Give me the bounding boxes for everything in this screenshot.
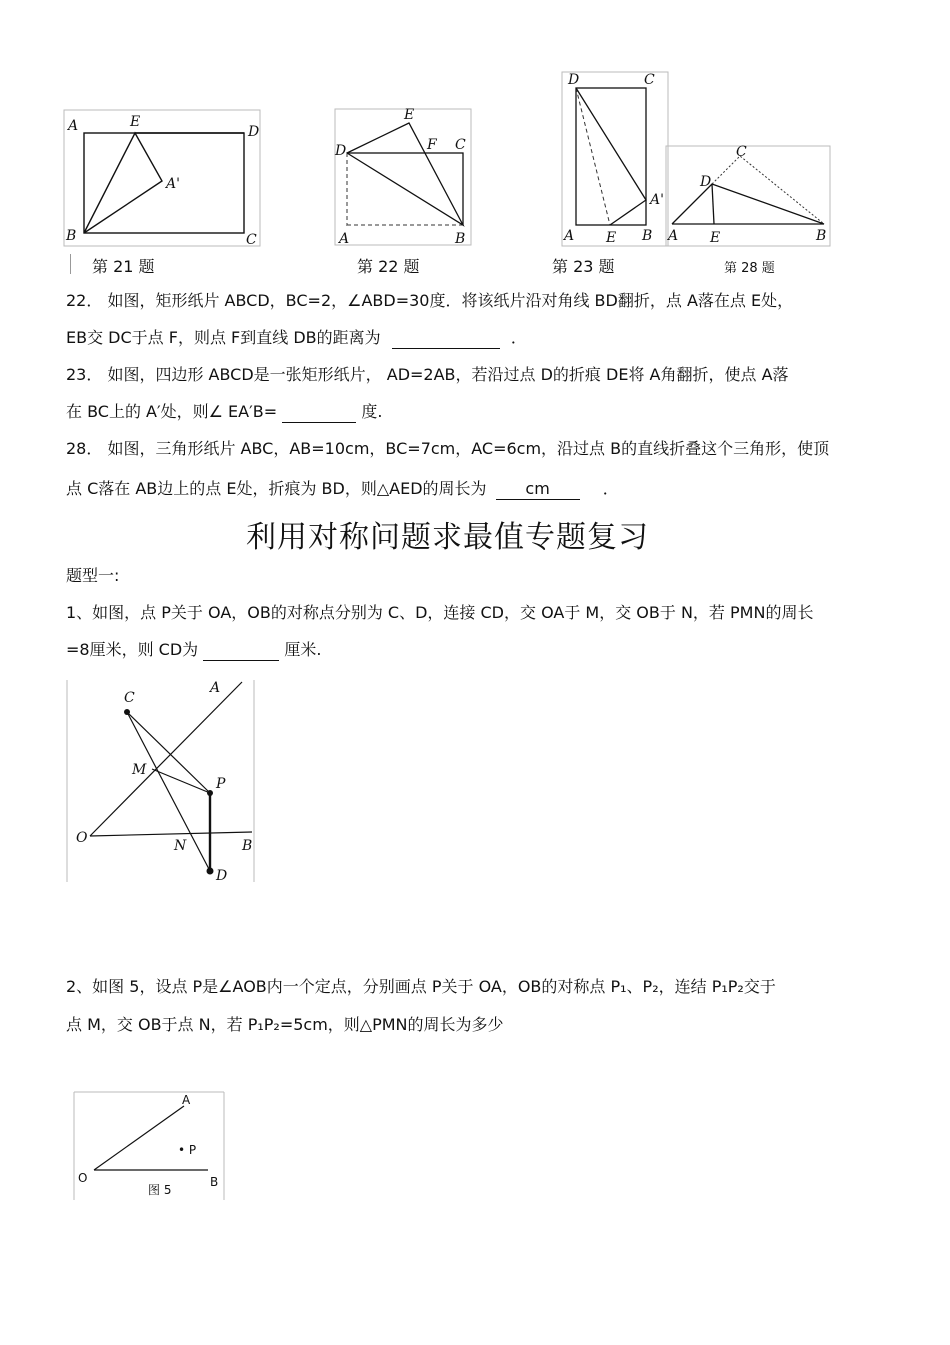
label-a: A <box>68 118 79 134</box>
figure-22 <box>333 105 473 247</box>
label-e: E <box>404 107 415 123</box>
figure-5-caption: 图 5 <box>148 1183 172 1197</box>
label-o: O <box>76 830 88 846</box>
label-b: B <box>242 838 253 854</box>
q22-blank <box>392 328 500 349</box>
label-d: D <box>216 868 228 884</box>
label-p: • P <box>178 1143 197 1157</box>
q2-line1: 2、如图 5，设点 P是∠AOB内一个定点，分别画点 P关于 OA，OB的对称点 P₁、P₂，连结 P₁P₂交于 <box>66 977 776 996</box>
caption-fig23: 第 23 题 <box>552 257 615 276</box>
q23-text: 在 BC上的 A′处，则∠ EA′B= <box>66 402 278 421</box>
label-e: E <box>130 114 141 130</box>
label-d: D <box>335 143 347 159</box>
figure-5 <box>72 1088 228 1202</box>
label-a: A <box>564 228 575 244</box>
label-p: P <box>216 776 226 792</box>
label-d: D <box>248 124 260 140</box>
q1-line2 <box>66 640 321 661</box>
label-a-prime: A' <box>166 176 180 192</box>
q28-text: 点 C落在 AB边上的点 E处，折痕为 BD，则△AED的周长为 <box>66 479 487 498</box>
label-c: C <box>246 232 257 248</box>
label-d: D <box>568 72 580 88</box>
label-d: D <box>700 174 712 190</box>
figure-28 <box>664 144 832 248</box>
q1-line1: 1、如图，点 P关于 OA，OB的对称点分别为 C、D，连接 CD，交 OA于 M，交 OB于 N，若 PMN的周长 <box>66 603 814 622</box>
label-c: C <box>736 144 747 160</box>
label-a: A <box>668 228 679 244</box>
q23-end: 度. <box>361 402 383 421</box>
q28-blank: cm <box>496 479 580 500</box>
label-c: C <box>455 137 466 153</box>
q1-blank <box>203 640 279 661</box>
label-e: E <box>710 230 721 246</box>
label-a-prime: A' <box>650 192 664 208</box>
q2-line2: 点 M，交 OB于点 N，若 P₁P₂=5cm，则△PMN的周长为多少 <box>66 1015 504 1034</box>
q23-line2 <box>66 402 382 423</box>
label-b: B <box>210 1175 219 1189</box>
q28-line1: 28． 如图，三角形纸片 ABC，AB=10cm，BC=7cm，AC=6cm，沿过点 B的直线折叠这个三角形，使顶 <box>66 439 830 458</box>
section-title: 利用对称问题求最值专题复习 <box>246 520 649 555</box>
label-a: A <box>210 680 221 696</box>
caption-fig21: 第 21 题 <box>92 257 155 276</box>
q23-line1: 23． 如图，四边形 ABCD是一张矩形纸片， AD=2AB，若沿过点 D的折痕 DE将 A角翻折，使点 A落 <box>66 365 789 384</box>
caption-fig28: 第 28 题 <box>724 261 775 276</box>
label-m: M <box>132 762 147 778</box>
label-c: C <box>124 690 135 706</box>
caption-row-divider <box>70 254 71 274</box>
q23-blank <box>282 402 356 423</box>
label-n: N <box>174 838 187 854</box>
q22-text: EB交 DC于点 F，则点 F到直线 DB的距离为 <box>66 328 381 347</box>
label-b: B <box>642 228 653 244</box>
caption-fig22: 第 22 题 <box>357 257 420 276</box>
label-f: F <box>427 137 437 153</box>
label-a: A <box>182 1093 191 1107</box>
label-c: C <box>644 72 655 88</box>
figure-23 <box>560 70 670 248</box>
q28-line2 <box>66 479 619 500</box>
label-b: B <box>816 228 827 244</box>
q1-end: 厘米. <box>284 640 322 659</box>
q1-text: =8厘米，则 CD为 <box>66 640 199 659</box>
figure-q1 <box>66 678 258 884</box>
q28-end: ． <box>602 479 619 498</box>
label-b: B <box>455 231 466 247</box>
q22-line1: 22． 如图，矩形纸片 ABCD，BC=2，∠ABD=30度．将该纸片沿对角线 BD翻折，点 A落在点 E处， <box>66 291 794 310</box>
q22-end: ． <box>510 328 527 347</box>
label-e: E <box>606 230 617 246</box>
label-a: A <box>339 231 350 247</box>
q22-line2 <box>66 328 527 349</box>
label-o: O <box>78 1171 88 1185</box>
type-label: 题型一: <box>66 566 120 585</box>
figure-21 <box>62 108 262 248</box>
label-b: B <box>66 228 77 244</box>
